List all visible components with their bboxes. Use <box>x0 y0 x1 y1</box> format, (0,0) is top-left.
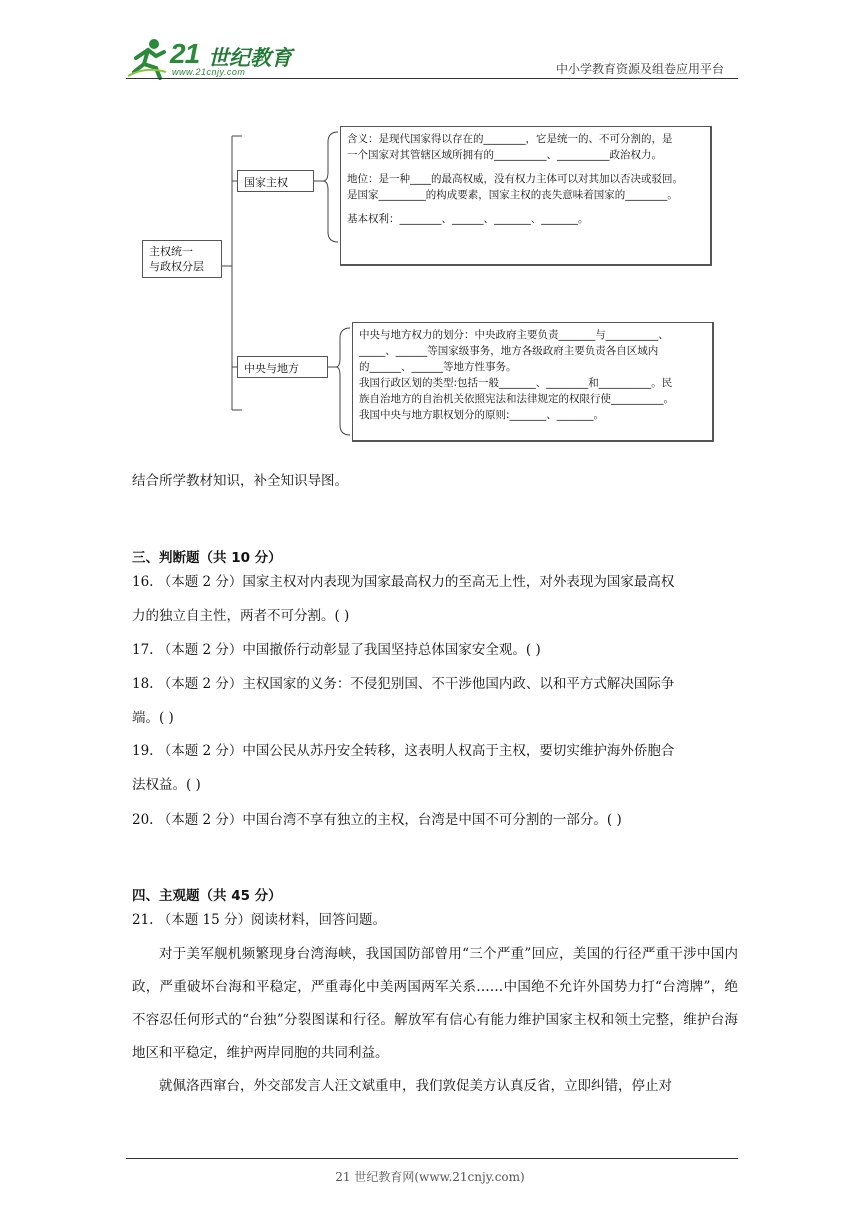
question-16-line2: 力的独立自主性，两者不可分割。( ) <box>132 608 350 624</box>
detail-line: 是国家_________的构成要素，国家主权的丧失意味着国家的________。 <box>347 189 678 201</box>
runner-icon <box>126 36 170 80</box>
detail-line: 的______、______等地方性事务。 <box>359 361 517 373</box>
detail-line: 中央与地方权力的划分：中央政府主要负责_______与__________、 <box>359 329 669 341</box>
question-19-line1: 19. （本题 2 分）中国公民从苏丹安全转移，这表明人权高于主权，要切实维护海外侨胞合 <box>132 743 675 759</box>
detail-line: 一个国家对其管辖区域所拥有的__________、__________政治权力。 <box>347 149 662 161</box>
footer-divider <box>126 1158 738 1159</box>
question-18-line1: 18. （本题 2 分）主权国家的义务：不侵犯别国、不干涉他国内政、以和平方式解决国际争 <box>132 676 675 692</box>
section4-title: 四、主观题（共 45 分） <box>132 888 282 904</box>
logo-number: 21 <box>170 38 200 69</box>
detail-line: 我国中央与地方职权划分的原则:_______、_______。 <box>359 409 605 421</box>
reading-paragraph-2: 就佩洛西窜台，外交部发言人汪文斌重申，我们敦促美方认真反省，立即纠错，停止对 <box>159 1078 672 1094</box>
site-logo <box>126 36 296 80</box>
root-node: 主权统一 与政权分层 <box>142 240 222 278</box>
central-local-detail-box <box>352 322 714 442</box>
question-19-line2: 法权益。( ) <box>132 777 201 793</box>
question-21: 21. （本题 15 分）阅读材料，回答问题。 <box>132 912 387 928</box>
logo-url: www.21cnjy.com <box>172 67 246 77</box>
detail-line: 含义：是现代国家得以存在的________，它是统一的、不可分割的，是 <box>347 133 673 145</box>
question-18-line2: 端。( ) <box>132 710 174 726</box>
question-20: 20. （本题 2 分）中国台湾不享有独立的主权，台湾是中国不可分割的一部分。( ) <box>132 812 622 828</box>
sovereignty-detail-box <box>340 126 712 266</box>
knowledge-mindmap <box>120 120 740 450</box>
header-divider <box>126 78 738 79</box>
mindmap-instruction: 结合所学教材知识，补全知识导图。 <box>132 473 348 489</box>
reading-paragraph-1: 对于美军舰机频繁现身台湾海峡，我国国防部曾用“三个严重”回应，美国的行径严重干涉中国内政，严重破坏台海和平稳定，严重毒化中美两国两军关系……中国绝不允许外国势力打“台湾牌”，绝不容忍任何形式的“台独”分裂图谋和行径。解放军有信心有能力维护国家主权和领土完整，维护台海地区和平稳定，维护两岸同胞的共同利益。 <box>132 946 738 1061</box>
footer-site: 21 世纪教育网(www.21cnjy.com) <box>335 1170 525 1184</box>
section3-title: 三、判断题（共 10 分） <box>132 550 282 566</box>
question-17: 17. （本题 2 分）中国撤侨行动彰显了我国坚持总体国家安全观。( ) <box>132 642 541 658</box>
detail-line: 地位：是一种____的最高权威，没有权力主体可以对其加以否决或驳回。 <box>347 173 683 185</box>
detail-line: _____、______等国家级事务，地方各级政府主要负责各自区域内 <box>359 345 659 357</box>
branch-node-central-local: 中央与地方 <box>237 356 328 378</box>
header-platform-name: 中小学教育资源及组卷应用平台 <box>555 62 724 76</box>
branch-node-sovereignty: 国家主权 <box>237 170 314 192</box>
logo-text: 世纪教育 <box>208 46 292 70</box>
detail-line: 族自治地方的自治机关依照宪法和法律规定的权限行使__________。 <box>359 393 674 405</box>
question-16-line1: 16. （本题 2 分）国家主权对内表现为国家最高权力的至高无上性，对外表现为国家最高权 <box>132 574 675 590</box>
detail-line: 基本权利：________、______、_______、_______。 <box>347 213 589 225</box>
detail-line: 我国行政区划的类型:包括一般_______、________和__________。民 <box>359 377 673 389</box>
